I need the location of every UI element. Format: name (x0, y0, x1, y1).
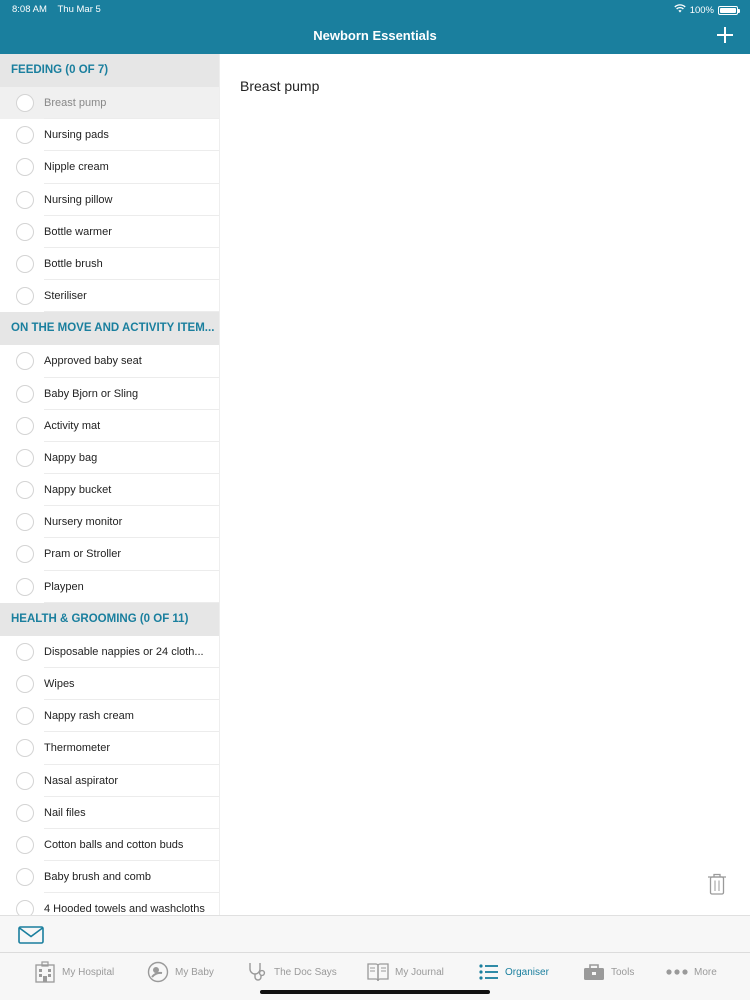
checkbox-circle[interactable] (16, 513, 34, 531)
detail-title: Breast pump (240, 78, 320, 94)
checkbox-circle[interactable] (16, 804, 34, 822)
list-item-label: Nipple cream (44, 161, 109, 174)
mail-icon[interactable] (18, 926, 44, 944)
list-item[interactable] (0, 410, 219, 442)
list-item[interactable] (0, 668, 219, 700)
list-item-label: Baby Bjorn or Sling (44, 387, 139, 400)
list-item[interactable] (0, 732, 219, 764)
list-item[interactable] (0, 474, 219, 506)
list-item[interactable] (0, 378, 219, 410)
checkbox-circle[interactable] (16, 578, 34, 596)
status-date: Thu Mar 5 (57, 4, 101, 15)
list-item[interactable] (0, 797, 219, 829)
tab-more[interactable] (666, 961, 717, 983)
trash-icon[interactable] (707, 872, 727, 896)
section-header: HEALTH & GROOMING (0 OF 11) (0, 603, 219, 636)
list-icon (479, 963, 499, 981)
checkbox-circle[interactable] (16, 868, 34, 886)
list-item[interactable] (0, 87, 219, 119)
checkbox-circle[interactable] (16, 94, 34, 112)
journal-icon (367, 961, 389, 983)
tab-label: My Journal (395, 966, 444, 978)
tab-label: The Doc Says (274, 966, 337, 978)
page-title: Newborn Essentials (313, 28, 437, 43)
list-item-label: Steriliser (44, 290, 87, 303)
list-item[interactable] (0, 765, 219, 797)
checkbox-circle[interactable] (16, 836, 34, 854)
tab-the-doc-says[interactable] (246, 961, 337, 983)
list-item[interactable] (0, 861, 219, 893)
list-item[interactable] (0, 700, 219, 732)
hospital-icon (34, 961, 56, 983)
list-item[interactable] (0, 636, 219, 668)
list-item-label: Nursery monitor (44, 516, 123, 529)
section-header: ON THE MOVE AND ACTIVITY ITEM... (0, 312, 219, 345)
checkbox-circle[interactable] (16, 545, 34, 563)
list-item-label: 4 Hooded towels and washcloths (44, 903, 205, 916)
baby-icon (147, 961, 169, 983)
add-button[interactable] (714, 24, 736, 46)
list-item[interactable] (0, 345, 219, 377)
list-item[interactable] (0, 538, 219, 570)
checkbox-circle[interactable] (16, 126, 34, 144)
list-item-label: Bottle warmer (44, 225, 112, 238)
list-item[interactable] (0, 248, 219, 280)
top-bar (0, 0, 750, 54)
list-item-label: Nursing pillow (44, 193, 113, 206)
list-item-label: Activity mat (44, 419, 101, 432)
tab-label: My Baby (175, 966, 214, 978)
list-item-label: Bottle brush (44, 257, 103, 270)
list-item-label: Pram or Stroller (44, 548, 122, 561)
list-item[interactable] (0, 506, 219, 538)
tab-label: More (694, 966, 717, 978)
checkbox-circle[interactable] (16, 772, 34, 790)
list-item-label: Approved baby seat (44, 355, 142, 368)
list-item[interactable] (0, 893, 219, 916)
list-item-label: Baby brush and comb (44, 871, 152, 884)
tab-label: Tools (611, 966, 635, 978)
list-item[interactable] (0, 442, 219, 474)
tab-label: My Hospital (62, 966, 115, 978)
checkbox-circle[interactable] (16, 287, 34, 305)
tab-label: Organiser (505, 966, 549, 978)
more-dots-icon (666, 968, 688, 976)
tab-my-journal[interactable] (367, 961, 444, 983)
list-item-label: Nappy rash cream (44, 710, 134, 723)
bottom-toolbar (0, 915, 750, 952)
checkbox-circle[interactable] (16, 255, 34, 273)
status-bar (0, 0, 750, 18)
list-item-label: Nursing pads (44, 129, 109, 142)
section-header: FEEDING (0 OF 7) (0, 54, 219, 87)
checkbox-circle[interactable] (16, 643, 34, 661)
list-item-label: Nasal aspirator (44, 774, 118, 787)
home-indicator (260, 990, 490, 994)
tab-tools[interactable] (583, 961, 634, 983)
stethoscope-icon (246, 961, 268, 983)
list-item-label: Wipes (44, 678, 75, 690)
list-item[interactable] (0, 280, 219, 312)
checkbox-circle[interactable] (16, 449, 34, 467)
list-item[interactable] (0, 571, 219, 603)
list-item-label: Nappy bucket (44, 484, 112, 497)
list-item-label: Disposable nappies or 24 cloth... (44, 645, 204, 658)
checkbox-circle[interactable] (16, 707, 34, 725)
list-item[interactable] (0, 151, 219, 183)
checkbox-circle[interactable] (16, 675, 34, 693)
tab-my-hospital[interactable] (34, 961, 114, 983)
list-item-label: Nappy bag (44, 451, 98, 464)
checkbox-circle[interactable] (16, 158, 34, 176)
tab-my-baby[interactable] (147, 961, 214, 983)
wifi-icon (674, 4, 686, 16)
checkbox-circle[interactable] (16, 417, 34, 435)
list-item-label: Breast pump (44, 97, 107, 109)
battery-icon (718, 6, 738, 15)
toolbox-icon (583, 962, 605, 982)
checkbox-circle[interactable] (16, 191, 34, 209)
list-item-label: Thermometer (44, 742, 111, 755)
checkbox-circle[interactable] (16, 223, 34, 241)
list-item[interactable] (0, 829, 219, 861)
checklist (0, 54, 220, 916)
list-item-label: Cotton balls and cotton buds (44, 838, 184, 851)
tab-organiser[interactable] (479, 961, 549, 983)
battery-percent: 100% (689, 4, 714, 16)
checkbox-circle[interactable] (16, 900, 34, 916)
list-item[interactable] (0, 184, 219, 216)
list-item[interactable] (0, 119, 219, 151)
list-item[interactable] (0, 216, 219, 248)
checkbox-circle[interactable] (16, 385, 34, 403)
checkbox-circle[interactable] (16, 352, 34, 370)
list-item-label: Nail files (44, 806, 86, 819)
checkbox-circle[interactable] (16, 481, 34, 499)
status-time: 8:08 AM (12, 4, 47, 15)
checkbox-circle[interactable] (16, 739, 34, 757)
list-item-label: Playpen (44, 580, 84, 593)
